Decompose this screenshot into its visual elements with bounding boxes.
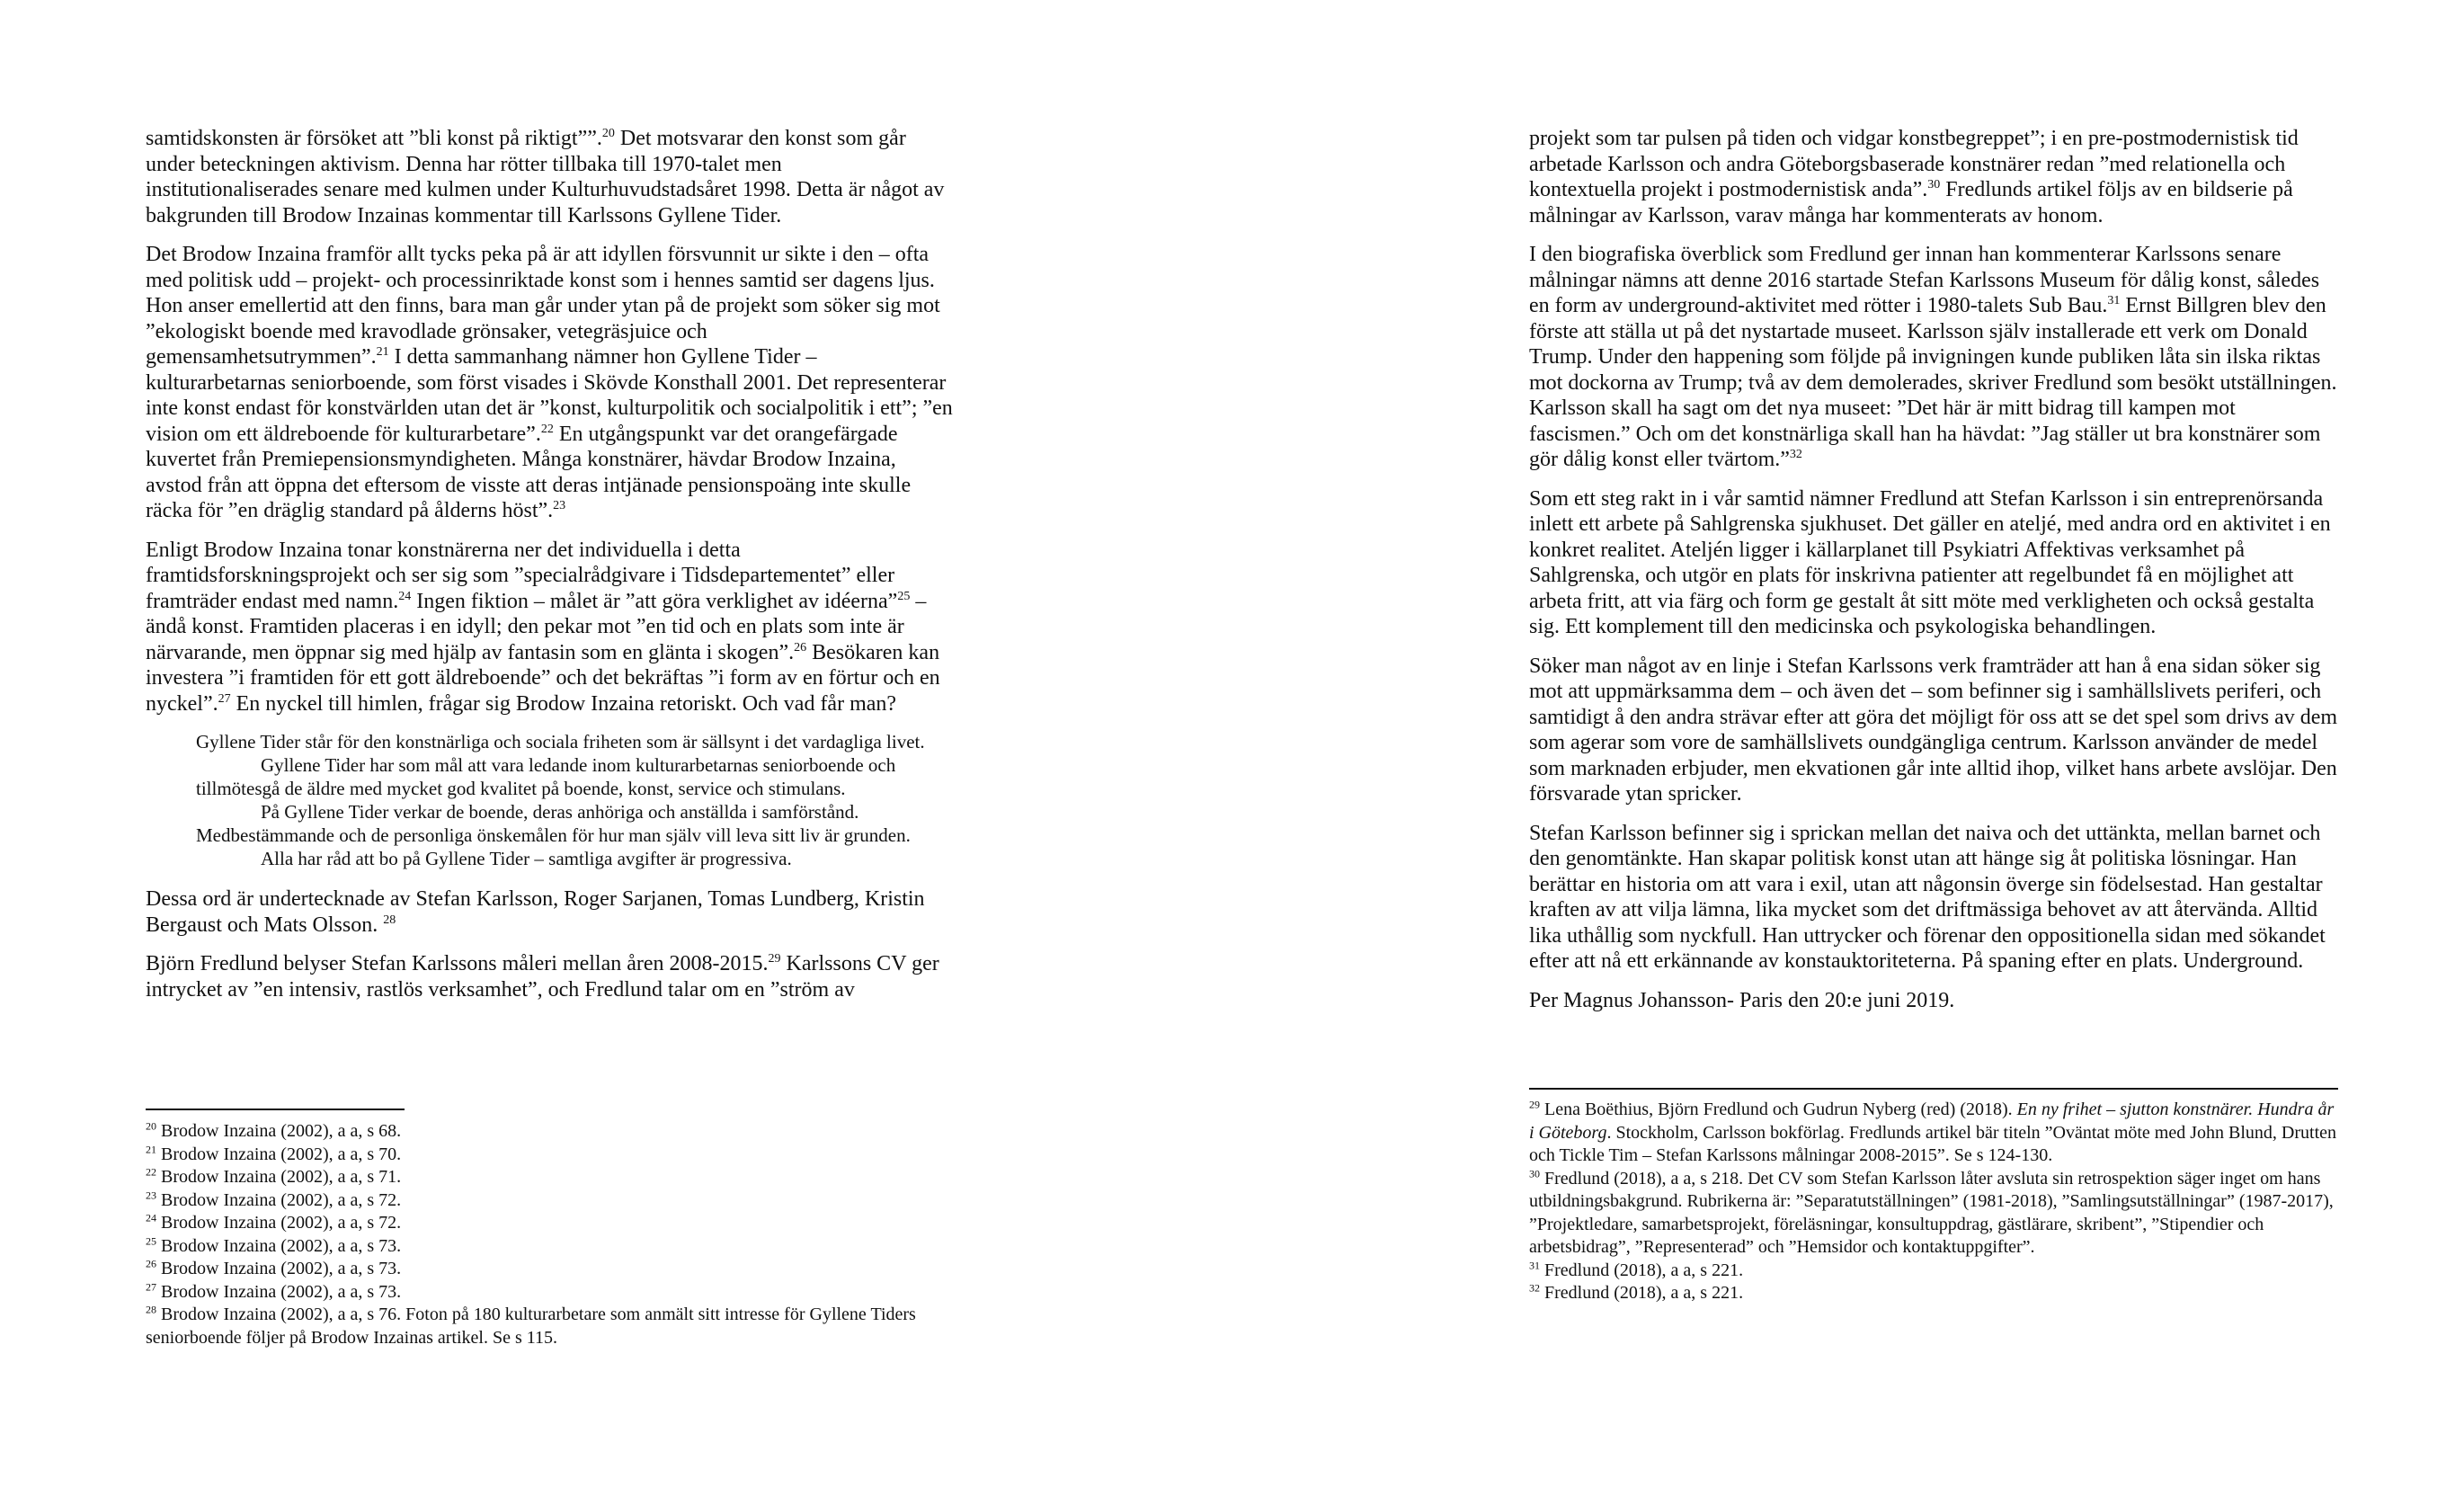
left-paragraphs-after-quote [146,886,955,1002]
text-run: Det Brodow Inzaina framför allt tycks peka på är att idyllen försvunnit ur sikte i den – ofta med politisk udd – projekt- och processinriktade konst som i hennes samtid ser dagens ljus. Hon anser emellertid att den finns, bara man går under ytan på de projekt som söker sig mot ”ekologiskt boende med kravodlade grönsaker, vetegräsjuice och gemensamhetsutrymmen”. [146,243,940,369]
footnote-number: 23 [146,1188,156,1201]
footnote-ref: 23 [553,499,566,512]
footnote-number: 32 [1529,1281,1540,1295]
text-run: Som ett steg rakt in i vår samtid nämner Fredlund att Stefan Karlsson i sin entreprenörsanda inlett ett arbete på Sahlgrenska sjukhuset. Det gäller en ateljé, med andra ord en aktivitet i en konkret realitet. Ateljén ligger i källarplanet till Psykiatri Affektivas verksamhet på Sahlgrenska, och utgör en plats för inskrivna patienter att regelbundet få en möjlighet att arbeta fritt, att via färg och form ge gestalt åt sitt möte med verkligheten och också gestalta sig. Ett komplement till den medicinska och psykologiska behandlingen. [1529,486,2331,638]
footnote-number: 24 [146,1211,156,1224]
footnote-number: 25 [146,1233,156,1247]
footnote-ref: 20 [601,127,615,140]
footnote-ref: 27 [218,691,231,706]
text-run: . Stockholm, Carlsson bokförlag. Fredlunds artikel bär titeln ”Oväntat möte med John Blund, Drutten och Tickle Tim – Stefan Karlssons målningar 2008-2015”. Se s 124-130. [1529,1122,2337,1165]
text-run: Söker man något av en linje i Stefan Karlssons verk framträder att han å ena sidan söker sig mot att uppmärksamma dem – och även det – som befinner sig i samhällslivets periferi, och samtidigt å den andra strävar efter att göra det möjligt för oss att se det spel som drivs av dem som agerar som vore de samhällslivets oundgängliga centrum. Karlsson använder de medel som marknaden erbjuder, men ekvationen går inte alltid ihop, vilket hans arbete avslöjar. Den försvarade ytan spricker. [1529,654,2338,806]
footnote [1529,1099,2338,1168]
paragraph [1529,821,2338,975]
footnote [1529,1282,2338,1305]
paragraph [1529,242,2338,473]
paragraph [1529,988,2338,1014]
text-run: Ingen fiktion – målet är ”att göra verklighet av idéerna” [411,589,898,613]
paragraph [146,538,955,717]
footnote [146,1189,955,1213]
footnote [146,1166,955,1189]
footnote-text: Brodow Inzaina (2002), a a, s 73. [156,1281,402,1302]
text-run: Fredlund (2018), a a, s 221. [1544,1283,1744,1303]
text-run: I detta sammanhang nämner hon Gyllene Tider – kulturarbetarnas seniorboende, som först visades i Skövde Konsthall 2001. Det representerar inte konst endast för konstvärlden utan det är ”konst, kulturpolitik och socialpolitik i ett”; ”en vision om ett äldreboende för kulturarbetare”. [146,345,953,446]
right-paragraphs [1529,126,2338,1013]
text-run: projekt som tar pulsen på tiden och vidgar konstbegreppet”; i en pre-postmodernistisk tid arbetade Karlsson och andra Göteborgsbaserade konstnärer redan ”med relationella och kontextuella projekt i postmodernistisk anda”. [1529,127,2299,201]
footnote-number: 22 [146,1165,156,1179]
footnote-text: Brodow Inzaina (2002), a a, s 70. [156,1144,402,1164]
footnote-number: 27 [146,1279,156,1293]
footnote-text: Brodow Inzaina (2002), a a, s 72. [156,1213,402,1233]
footnote [146,1281,955,1304]
footnote-ref: 21 [376,345,389,359]
text-run: Dessa ord är undertecknade av Stefan Karlsson, Roger Sarjanen, Tomas Lundberg, Kristin Bergaust och Mats Olsson. [146,887,925,937]
right-body-text [1529,126,2338,1027]
text-run: Enligt Brodow Inzaina tonar konstnärerna ner det individuella i detta framtidsforskningsprojekt och ser sig som ”specialrådgivare i Tidsdepartementet” eller framträder endast med namn. [146,538,895,613]
footnote-text: Brodow Inzaina (2002), a a, s 71. [156,1167,402,1187]
quote-line: Gyllene Tider har som mål att vara ledande inom kulturarbetarnas seniorboende och tillmötesgå de äldre med mycket god kvalitet på boende, konst, service och stimulans. [196,754,896,799]
paragraph [146,886,955,938]
footnote-ref: 30 [1927,178,1941,191]
footnote-number: 29 [1529,1098,1540,1111]
paragraph [1529,486,2338,640]
footnote-number: 30 [1529,1166,1540,1180]
text-run: En utgångspunkt var det orangefärgade kuvertet från Premiepensionsmyndigheten. Många konstnärer, hävdar Brodow Inzaina, avstod från att öppna det eftersom de visste att deras intjänade pensionspoäng inte skulle räcka för ”en dräglig standard på ålderns höst”. [146,422,912,522]
footnote [146,1212,955,1235]
quote-line: Alla har råd att bo på Gyllene Tider – samtliga avgifter är progressiva. [261,848,792,869]
footnote-text: Brodow Inzaina (2002), a a, s 68. [156,1121,402,1141]
text-run: I den biografiska överblick som Fredlund ger innan han kommenterar Karlssons senare målningar nämns att denne 2016 startade Stefan Karlssons Museum för dålig konst, således en form av underground-aktivitet med rötter i 1980-talets Sub Bau. [1529,243,2320,317]
left-paragraphs [146,126,955,717]
paragraph [146,951,955,1002]
left-body-text [146,126,955,1016]
left-footnotes [146,1120,955,1349]
footnote [146,1120,955,1144]
footnote-ref: 28 [383,913,396,927]
footnote-text: Brodow Inzaina (2002), a a, s 73. [156,1235,402,1256]
footnote-number: 31 [1529,1258,1540,1271]
text-run: Ernst Billgren blev den förste att ställa ut på det nystartade museet. Karlsson själv installerade ett verk om Donald Trump. Under den happening som följde på invigningen kunde publiken låta sin ilska riktas mot dockorna av Trump; två av dem demolerades, skriver Fredlund som besökt utställningen. Karlsson skall ha sagt om det nya museet: ”Det här är mitt bidrag till kampen mot fascismen.” Och om det konstnärliga skall han ha hävdat: ”Jag ställer ut bra konstnärer som gör dålig konst eller tvärtom.” [1529,294,2337,471]
text-run: Per Magnus Johansson- Paris den 20:e juni 2019. [1529,988,1955,1012]
block-quote [196,730,960,870]
text-run: Stefan Karlsson befinner sig i sprickan mellan det naiva och det uttänkta, mellan barnet och den genomtänkte. Han skapar politisk konst utan att hänge sig åt politiska lösningar. Han berättar en historia om att vara i exil, utan att någonsin överge sin födelsestad. Han gestaltar kraften av att vilja lämna, lika mycket som det driftmässiga behovet av att återvända. Alltid lika uthållig som nyckfull. Han uttrycker och förenar den oppositionella sidan med sökandet efter att nå ett erkännande av konstauktoriteterna. På spaning efter en plats. Underground. [1529,821,2326,973]
footnote-text: Brodow Inzaina (2002), a a, s 76. Foton på 180 kulturarbetare som anmält sitt intresse för Gyllene Tiders seniorboende följer på Brodow Inzainas artikel. Se s 115. [146,1304,916,1348]
text-run: Fredlunds artikel följs av en bildserie på målningar av Karlsson, varav många har kommenterats av honom. [1529,178,2293,227]
footnote-ref: 32 [1789,448,1802,461]
footnote-ref: 26 [794,640,807,654]
text-run: Besökaren kan investera ”i framtiden för ett gott äldreboende” och det bekräftas ”i form av en förtur och en nyckel”. [146,640,940,716]
paragraph [146,126,955,228]
right-footnotes [1529,1099,2338,1305]
footnote [146,1235,955,1259]
footnote-ref: 29 [768,952,781,966]
footnote-number: 20 [146,1119,156,1133]
footnote-number: 26 [146,1257,156,1270]
text-run: Fredlund (2018), a a, s 221. [1544,1260,1744,1280]
paragraph [1529,126,2338,228]
text-run: samtidskonsten är försöket att ”bli konst på riktigt””. [146,127,602,150]
footnote-number: 21 [146,1142,156,1155]
italic-text: En ny frihet – sjutton konstnärer. Hundra år i Göteborg [1529,1100,2335,1143]
quote-line: Gyllene Tider står för den konstnärliga och sociala friheten som är sällsynt i det vardagliga livet. [196,731,925,752]
footnote-separator [1529,1088,2338,1090]
footnote [146,1258,955,1281]
text-run: Det motsvarar den konst som går under beteckningen aktivism. Denna har rötter tillbaka till 1970-talet men institutionaliserades senare med kulmen under Kulturhuvudstadsåret 1998. Detta är något av bakgrunden till Brodow Inzainas kommentar till Karlssons Gyllene Tider. [146,127,945,227]
footnote [1529,1168,2338,1260]
text-run: Fredlund (2018), a a, s 218. Det CV som Stefan Karlsson låter avsluta sin retrospektion säger inget om hans utbildningsbakgrund. Rubrikerna är: ”Separatutställningen” (1981-2018), ”Samlingsutställningar” (1987-2017), ”Projektledare, samarbetsprojekt, föreläsningar, konsultuppdrag, gästlärare, skribent”, ”Stipendier och arbetsbidrag”, ”Representerad” och ”Hemsidor och kontaktuppgifter”. [1529,1168,2334,1257]
text-run: Björn Fredlund belyser Stefan Karlssons måleri mellan åren 2008-2015. [146,952,769,975]
paragraph [1529,654,2338,807]
footnote-ref: 31 [2107,294,2121,307]
text-run: En nyckel till himlen, frågar sig Brodow Inzaina retoriskt. Och vad får man? [230,691,897,716]
footnote-ref: 22 [540,422,554,436]
paragraph [146,242,955,524]
text-run: Lena Boëthius, Björn Fredlund och Gudrun Nyberg (red) (2018). [1544,1100,2017,1119]
quote-line: På Gyllene Tider verkar de boende, deras anhöriga och anställda i samförstånd. Medbestämmande och de personliga önskemålen för hur man själv vill leva sitt liv är grunden. [196,801,911,846]
footnote-ref: 25 [897,589,911,603]
right-page [1232,0,2464,1487]
footnote-ref: 24 [398,589,412,603]
text-run: Karlssons CV ger intrycket av ”en intensiv, rastlös verksamhet”, och Fredlund talar om en ”ström av [146,952,939,1002]
footnote [146,1144,955,1167]
footnote-number: 28 [146,1303,156,1316]
footnote-separator [146,1109,405,1110]
footnote [146,1304,955,1349]
text-run: – ändå konst. Framtiden placeras i en idyll; den pekar mot ”en tid och en plats som inte är närvarande, men öppnar sig med hjälp av fantasin som en glänta i skogen”. [146,589,927,664]
footnote-text: Brodow Inzaina (2002), a a, s 73. [156,1259,402,1278]
footnote-text: Brodow Inzaina (2002), a a, s 72. [156,1189,402,1210]
footnote [1529,1260,2338,1283]
